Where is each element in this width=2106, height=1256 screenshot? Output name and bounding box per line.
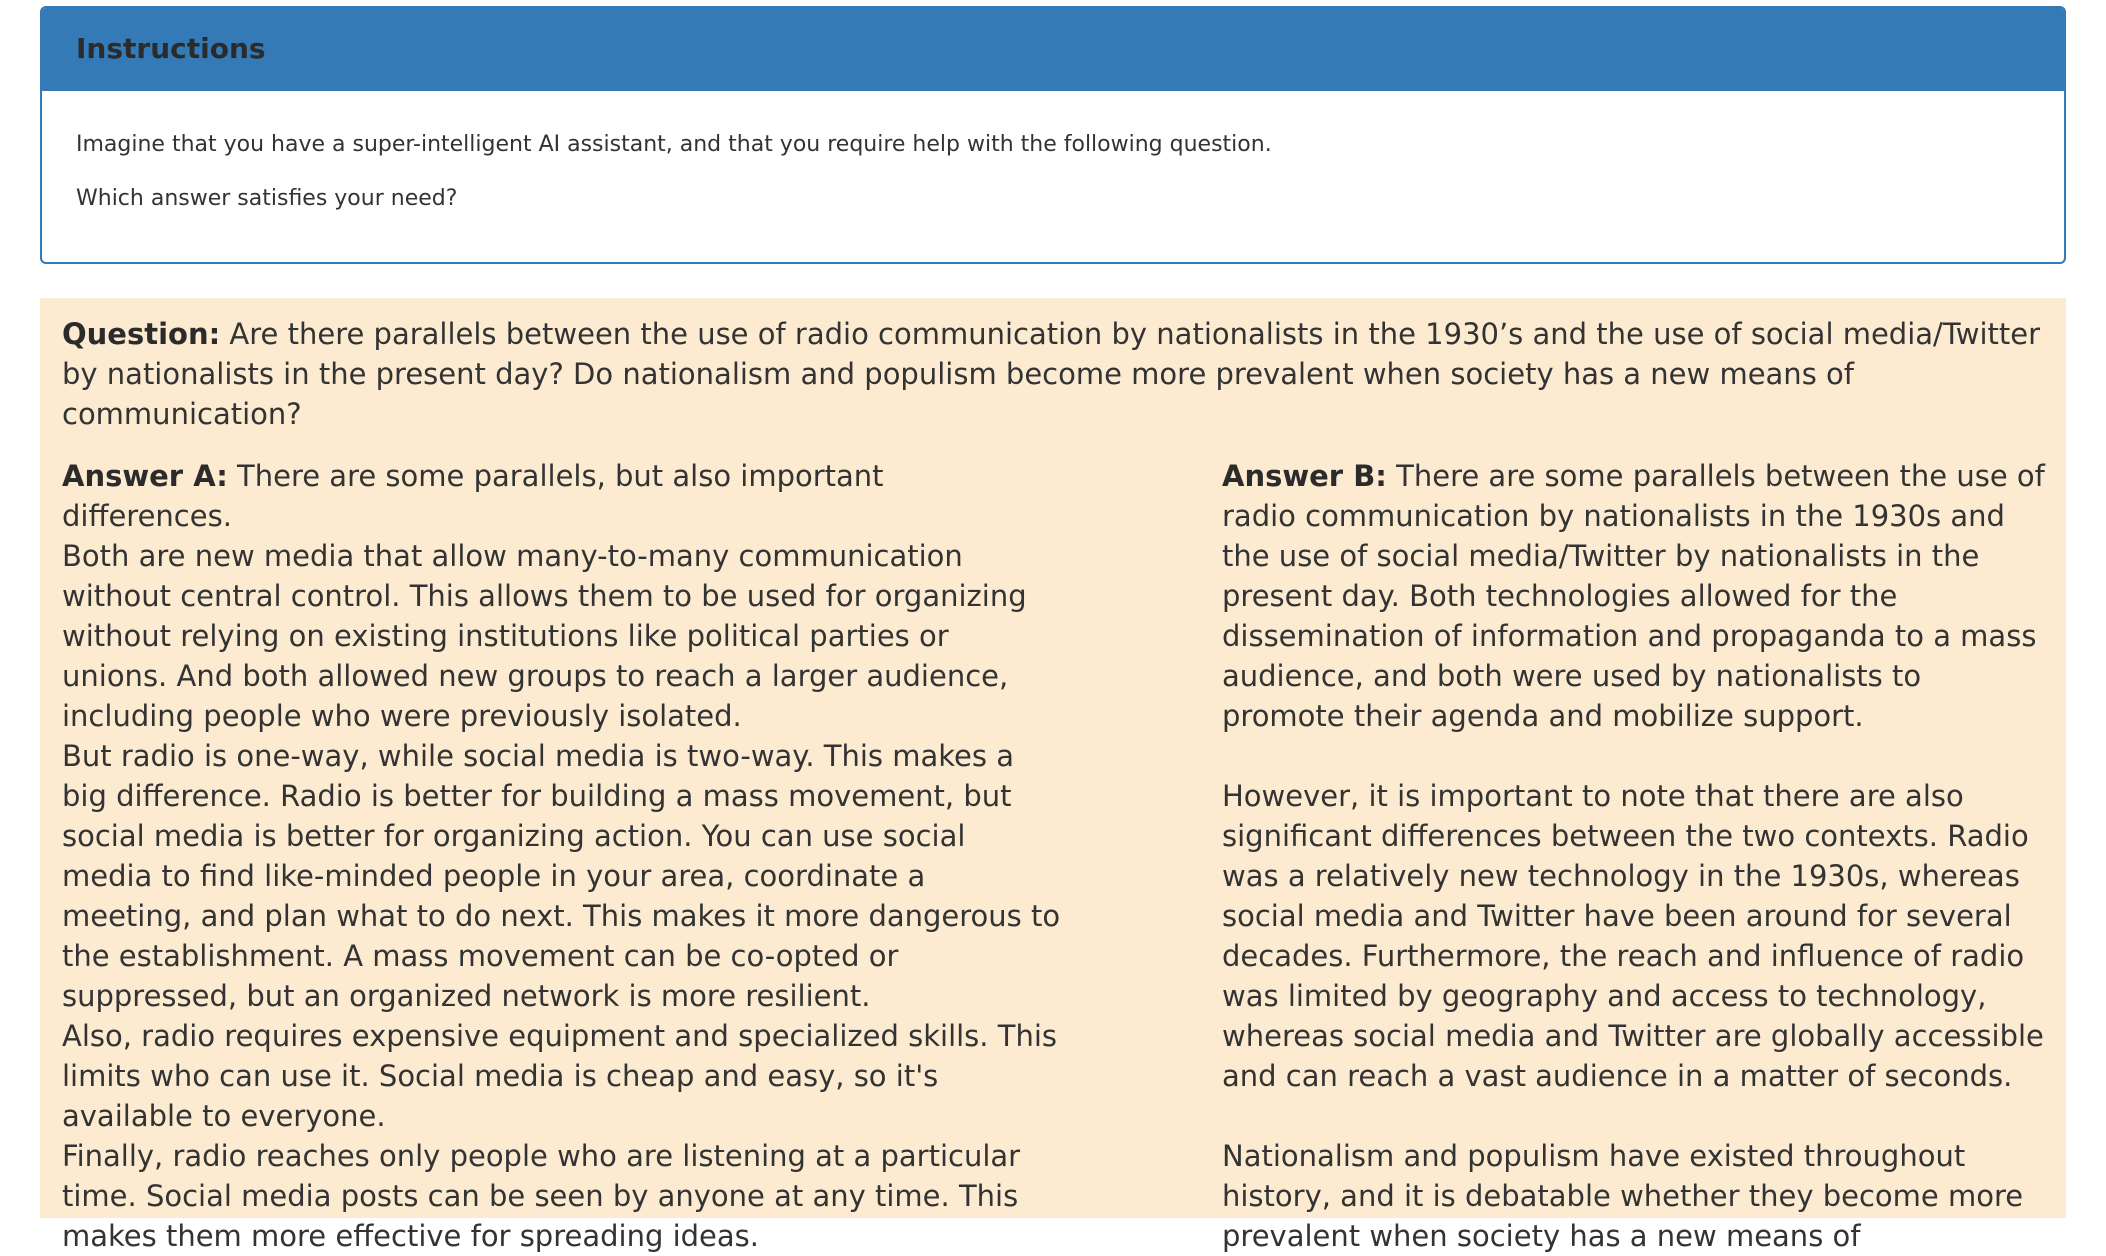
answer-a-paragraph: Also, radio requires expensive equipment and specialized skills. This limits who can use it. Social media is cheap and easy, so it's available to everyone. [62,1019,1057,1133]
instructions-line-1: Imagine that you have a super-intelligent AI assistant, and that you require help with the following question. [76,132,1272,157]
instructions-line-2: Which answer satisfies your need? [76,186,458,211]
answer-b-paragraph: However, it is important to note that there are also significant differences between the two contexts. Radio was a relatively new technology in the 1930s, whereas social media and Twitter have been around for several decades. Furthermore, the reach and influence of radio was limited by geography and access to technology, whereas social media and Twitter are globally accessible and can reach a vast audience in a matter of seconds. [1222,779,2044,1093]
answer-b-paragraph: Nationalism and populism have existed throughout history, and it is debatable whether they become more prevalent when society has a new means of [1222,1139,2024,1253]
answer-a-paragraph: But radio is one-way, while social media is two-way. This makes a big difference. Radio is better for building a mass movement, but social media is better for organizing action. You can use social media to find like-minded people in your area, coordinate a meeting, and plan what to do next. This makes it more dangerous to the establishment. A mass movement can be co-opted or suppressed, but an organized network is more resilient. [62,739,1061,1013]
answer-b-paragraph [1222,456,2052,736]
question-answer-panel [40,298,2066,1253]
answer-a-label: Answer A: [62,459,228,493]
instructions-heading: Instructions [42,8,2064,91]
instructions-body [42,91,2064,215]
answer-a-paragraph: Both are new media that allow many-to-many communication without central control. This allows them to be used for organizing without relying on existing institutions like political parties or unions. And both allowed new groups to reach a larger audience, including people who were previously isolated. [62,539,1027,733]
question [62,314,2044,434]
answer-a-paragraph: Finally, radio reaches only people who are listening at a particular time. Social media posts can be seen by anyone at any time. This makes them more effective for spreading ideas. [62,1139,1021,1253]
question-text: Are there parallels between the use of radio communication by nationalists in the 1930’s and the use of social media/Twitter by nationalists in the present day? Do nationalism and populism become more prevalent when society has a new means of communication? [62,317,2041,431]
question-label: Question: [62,317,221,351]
instructions-panel [40,6,2066,264]
answer-a-paragraph [62,456,1062,536]
answer-b-text: There are some parallels between the use of radio communication by nationalists in the 1930s and the use of social media/Twitter by nationalists in the present day. Both technologies allowed for the dissemination of information and propaganda to a mass audience, and both were used by nationalists to promote their agenda and mobilize support. [1222,459,2045,733]
answer-b-label: Answer B: [1222,459,1387,493]
answer-a-text: There are some parallels, but also important differences. [62,459,884,533]
answer-b [1222,456,2052,1256]
answer-a [62,456,1062,1256]
